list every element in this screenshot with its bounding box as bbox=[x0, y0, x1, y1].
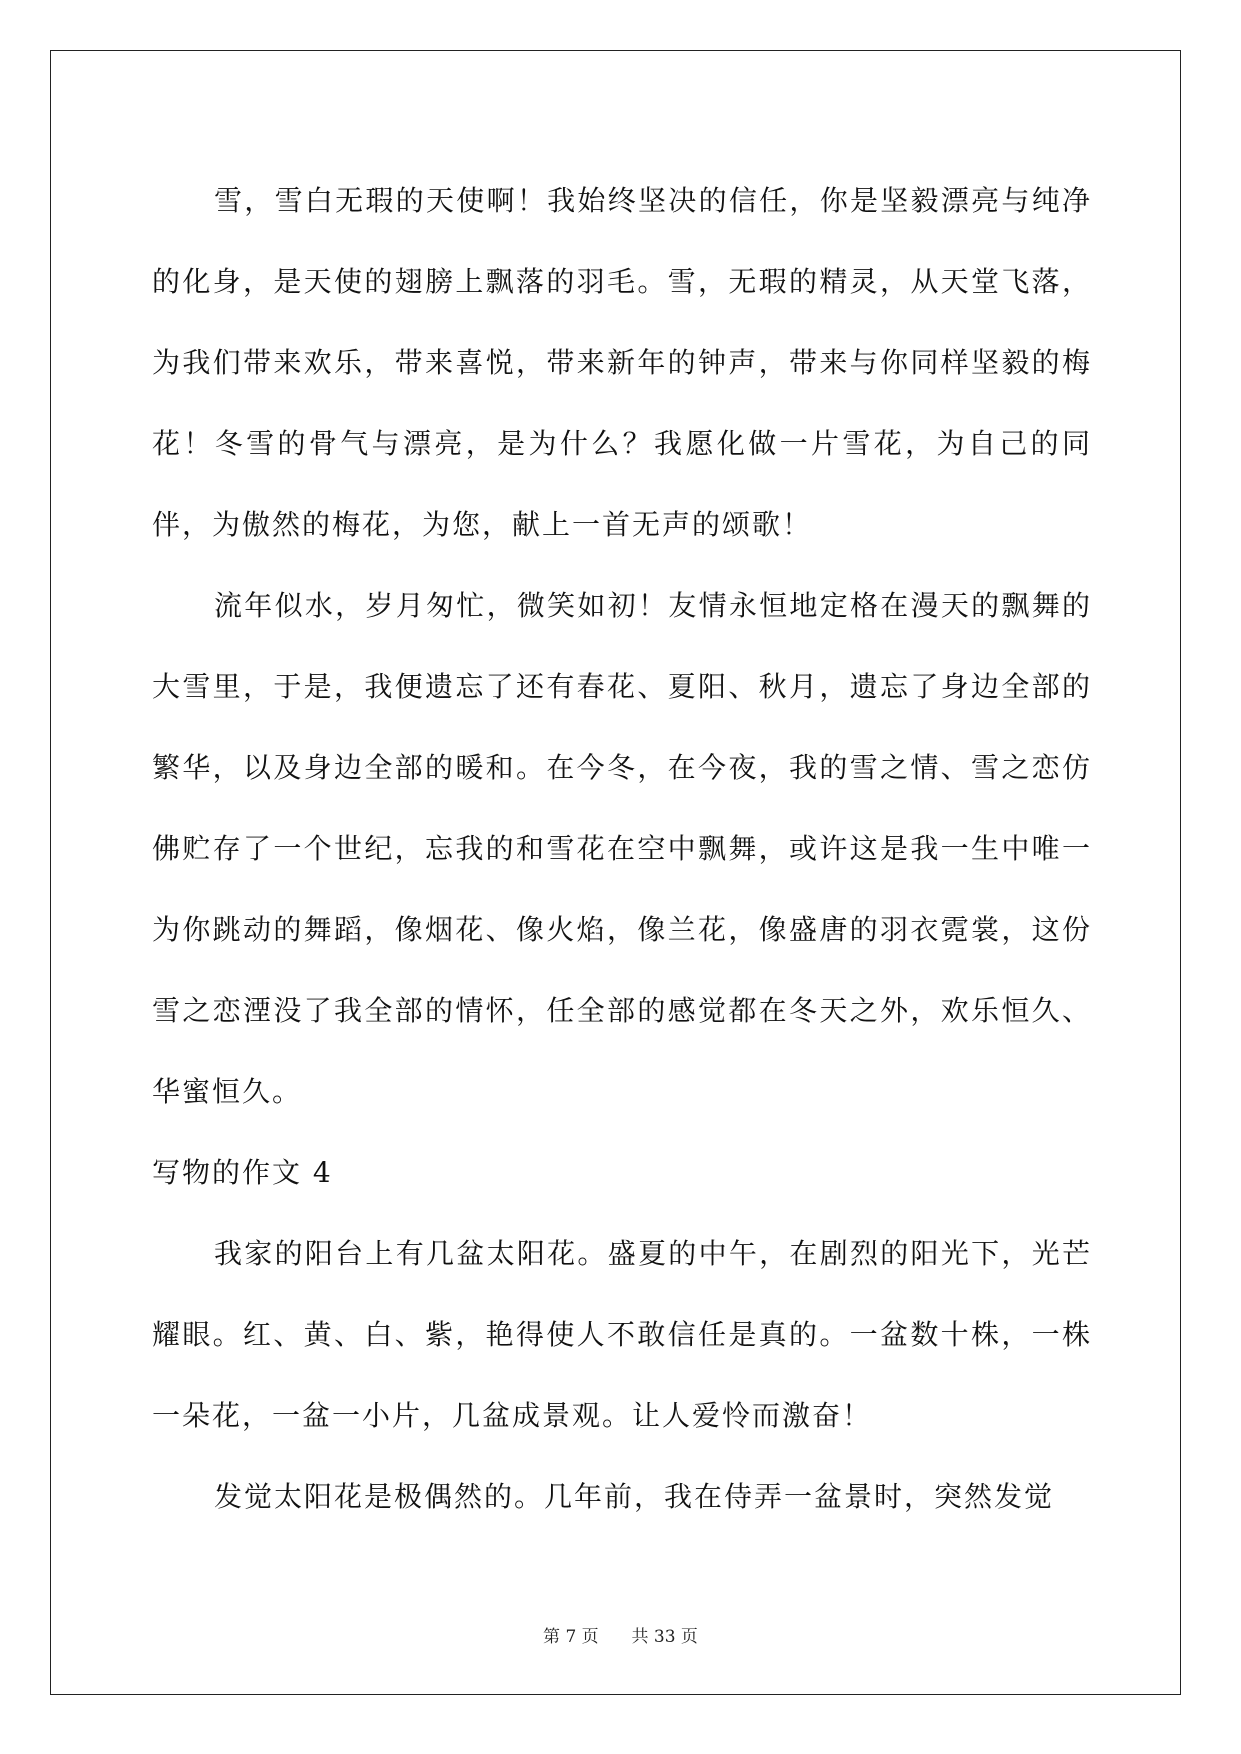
page-total: 共 33 页 bbox=[631, 1627, 698, 1647]
page-footer bbox=[0, 1622, 1241, 1647]
document-body bbox=[152, 160, 1092, 1537]
section-heading: 写物的作文 4 bbox=[152, 1156, 333, 1189]
paragraph-friendship-snow: 流年似水，岁月匆忙，微笑如初！友情永恒地定格在漫天的飘舞的大雪里，于是，我便遗忘了还有春花、夏阳、秋月，遗忘了身边全部的繁华，以及身边全部的暖和。在今冬，在今夜，我的雪之情、雪之恋仿佛贮存了一个世纪，忘我的和雪花在空中飘舞，或许这是我一生中唯一为你跳动的舞蹈，像烟花、像火焰，像兰花，像盛唐的羽衣霓裳，这份雪之恋湮没了我全部的情怀，任全部的感觉都在冬天之外，欢乐恒久、华蜜恒久。 bbox=[152, 589, 1092, 1108]
paragraph-snow-angel: 雪，雪白无瑕的天使啊！我始终坚决的信任，你是坚毅漂亮与纯净的化身，是天使的翅膀上飘落的羽毛。雪，无瑕的精灵，从天堂飞落，为我们带来欢乐，带来喜悦，带来新年的钟声，带来与你同样坚毅的梅花！冬雪的骨气与漂亮，是为什么？我愿化做一片雪花，为自己的同伴，为傲然的梅花，为您，献上一首无声的颂歌！ bbox=[152, 184, 1092, 541]
page-number: 第 7 页 bbox=[543, 1627, 599, 1647]
paragraph-discovery: 发觉太阳花是极偶然的。几年前，我在侍弄一盆景时，突然发觉 bbox=[214, 1480, 1055, 1513]
paragraph-sun-flowers: 我家的阳台上有几盆太阳花。盛夏的中午，在剧烈的阳光下，光芒耀眼。红、黄、白、紫，艳得使人不敢信任是真的。一盆数十株，一株一朵花，一盆一小片，几盆成景观。让人爱怜而激奋！ bbox=[152, 1237, 1092, 1432]
